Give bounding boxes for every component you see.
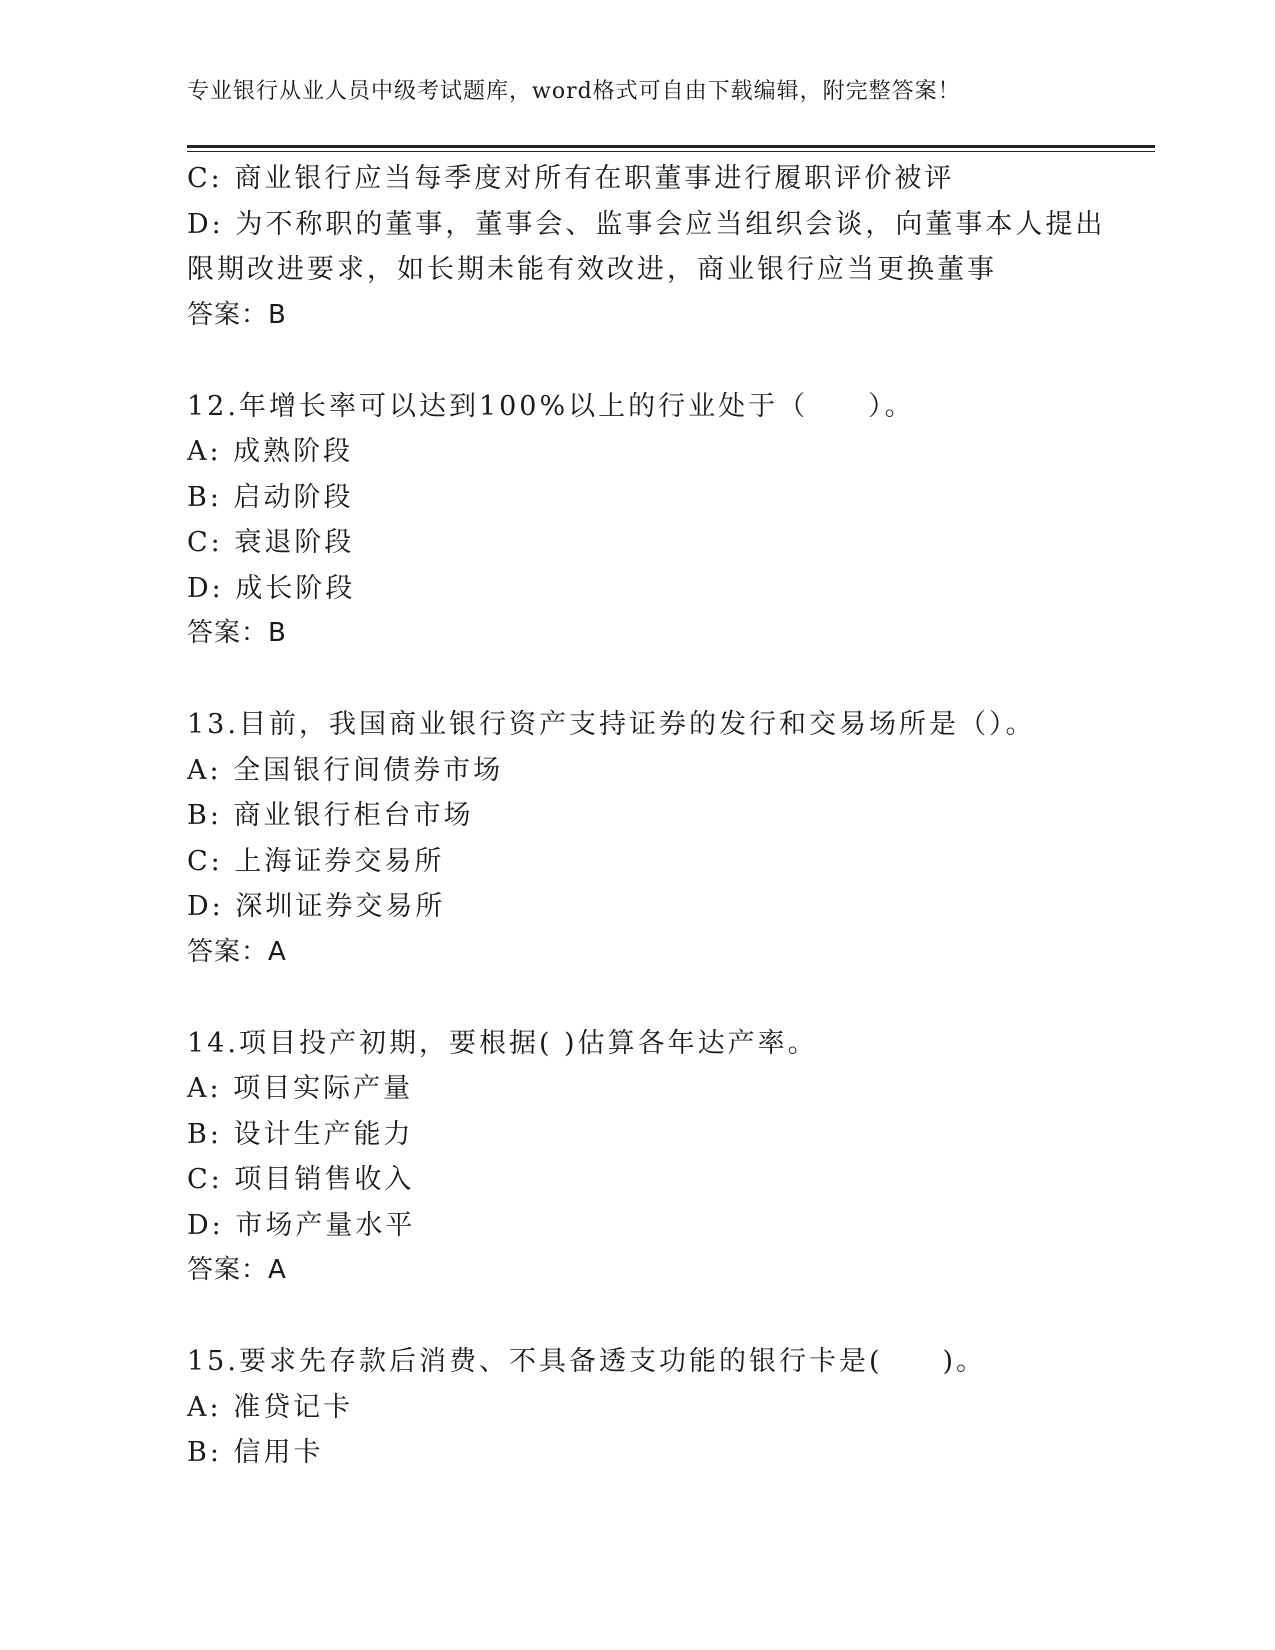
option-b: B: 启动阶段 xyxy=(187,481,354,513)
question-stem: 14.项目投产初期，要根据( )估算各年达产率。 xyxy=(187,1027,818,1059)
spacer xyxy=(187,657,1167,703)
option-b: B: 设计生产能力 xyxy=(187,1118,414,1150)
answer-line: 答案：B xyxy=(187,618,287,648)
option-a: A: 项目实际产量 xyxy=(187,1073,414,1104)
spacer xyxy=(187,338,1167,384)
header-rule-thick xyxy=(187,145,1155,148)
question-stem: 15.要求先存款后消费、不具备透支功能的银行卡是( )。 xyxy=(187,1346,987,1377)
option-d: D: 市场产量水平 xyxy=(187,1209,416,1241)
option-c: C: 衰退阶段 xyxy=(187,527,355,558)
question-15 xyxy=(187,1339,1167,1476)
option-d: D: 成长阶段 xyxy=(187,572,356,604)
question-stem: 12.年增长率可以达到100%以上的行业处于（ ）。 xyxy=(187,390,915,422)
option-line: C: 商业银行应当每季度对所有在职董事进行履职评价被评 xyxy=(187,163,955,194)
question-12 xyxy=(187,384,1167,657)
question-11-continuation xyxy=(187,156,1167,338)
page-header: 专业银行从业人员中级考试题库，word格式可自由下载编辑，附完整答案！ xyxy=(187,79,961,104)
option-line: 限期改进要求，如长期未能有效改进，商业银行应当更换董事 xyxy=(187,254,997,285)
option-a: A: 成熟阶段 xyxy=(187,436,354,467)
option-b: B: 信用卡 xyxy=(187,1437,324,1468)
option-d: D: 深圳证券交易所 xyxy=(187,891,446,922)
spacer xyxy=(187,1294,1167,1340)
header-rule-thin xyxy=(187,151,1155,152)
question-stem: 13.目前，我国商业银行资产支持证券的发行和交易场所是（）。 xyxy=(187,709,1036,740)
option-c: C: 项目销售收入 xyxy=(187,1164,415,1195)
answer-line: 答案：B xyxy=(187,299,287,330)
question-13 xyxy=(187,702,1167,975)
spacer xyxy=(187,975,1167,1021)
answer-line: 答案：A xyxy=(187,1255,287,1285)
option-a: A: 全国银行间债券市场 xyxy=(187,754,504,786)
question-14 xyxy=(187,1021,1167,1294)
option-b: B: 商业银行柜台市场 xyxy=(187,800,474,831)
option-a: A: 准贷记卡 xyxy=(187,1391,354,1423)
option-line: D: 为不称职的董事，董事会、监事会应当组织会谈，向董事本人提出 xyxy=(187,208,1106,240)
option-c: C: 上海证券交易所 xyxy=(187,845,445,877)
answer-line: 答案：A xyxy=(187,936,287,967)
document-body xyxy=(187,156,1167,1476)
